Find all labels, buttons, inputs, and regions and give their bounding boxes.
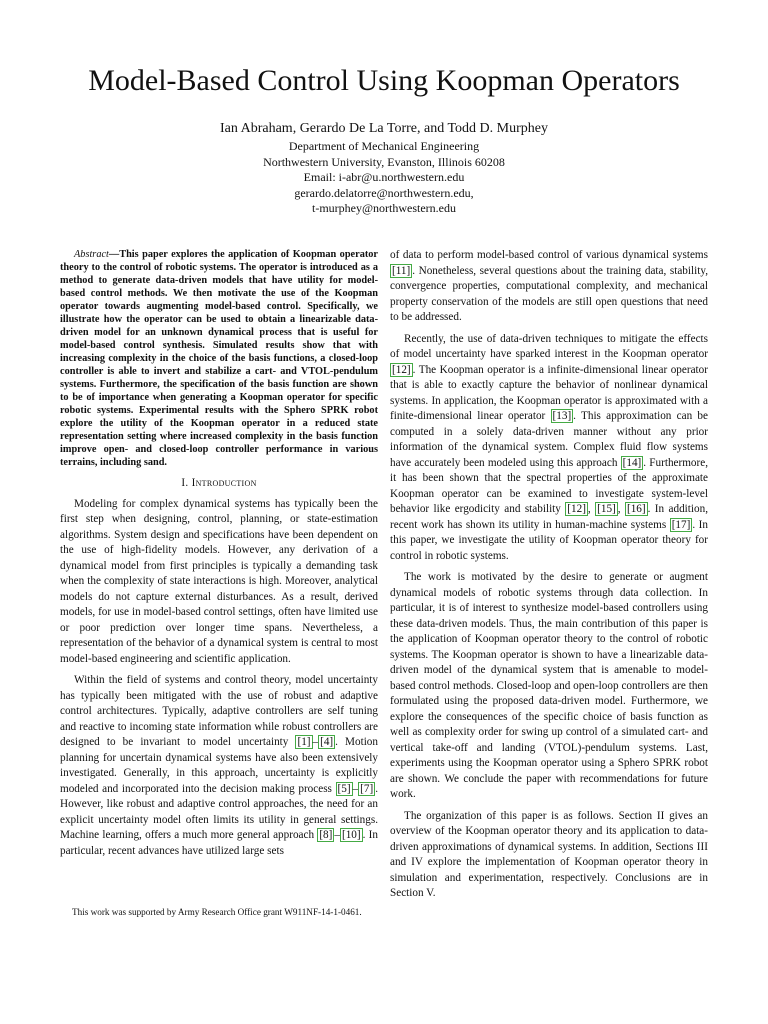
para-text: . Furthermore, it has been shown that the spectral properties of the approximate Koopman operator can be examined to investigate system-level behavior like ergodicity and stability (390, 456, 709, 515)
para-text: . In this paper, we investigate the utility of Koopman operator theory for control in robotic systems. (390, 518, 708, 562)
citation-link[interactable]: [10] (341, 829, 361, 841)
right-paragraph-4: The organization of this paper is as follows. Section II gives an overview of the Koopman operator theory and its application to data-driven approximations of dynamical systems. In addition, Sections III and IV explore the implementation of Koopman operator theory in simulation and experimentation, respectively. Conclusions are in Section V. (390, 809, 708, 899)
intro-paragraph-2 (60, 673, 378, 859)
citation-separator: , (617, 503, 625, 515)
para-text: Within the field of systems and control theory, model uncertainty has typically been mitigated with the use of robust and adaptive control architectures. Typically, adaptive controllers are self tuning and reactive to incoming state information while robust controllers are designed to be invariant to model uncertainty (60, 674, 378, 748)
left-column (60, 248, 378, 859)
author-block (0, 120, 768, 217)
intro-paragraph-1: Modeling for complex dynamical systems has typically been the first step when designing, control, planning, or state-estimation algorithms. System design and specifications have been dependent on the use of high-fidelity models. However, any derivation of a dynamical model from first principles is typically a demanding task when the complexity of state interactions is high. Moreover, analytical models do not capture external disturbances. As a result, derived models, for use in model-based control settings, often have limited use or poor prediction over longer time spans. Nevertheless, a representation of the behavior of a dynamical system is central to most model-based engineering and scientific application. (60, 497, 378, 665)
affiliation-university: Northwestern University, Evanston, Illinois 60208 (263, 154, 505, 169)
para-text: Recently, the use of data-driven techniques to mitigate the effects of model uncertainty have sparked interest in the Koopman operator (390, 332, 708, 360)
citation-link[interactable]: [7] (360, 782, 374, 795)
citation-link[interactable]: [17] (671, 518, 691, 531)
affiliation-department: Department of Mechanical Engineering (288, 139, 480, 153)
abstract (60, 248, 378, 469)
citation-link[interactable]: [12] (567, 503, 586, 515)
citation-dash: – (312, 736, 319, 748)
citation-link[interactable]: [4] (320, 736, 334, 748)
section-numeral: I. (181, 477, 189, 489)
right-paragraph-1 (390, 248, 708, 326)
para-text: . Motion planning for uncertain dynamical systems have also been extensively investigated. Generally, in this approach, uncertainty is explicitly modeled and incorporated into the decision making process (60, 736, 378, 795)
citation-link[interactable]: [15] (597, 503, 616, 515)
para-text: . In addition, recent work has shown its utility in human-machine systems (390, 503, 708, 531)
para-text: . However, like robust and adaptive control approaches, the need for an explicit uncertainty model often limits its utility in general settings. Machine learning, offers a much more general approach (60, 782, 378, 841)
affiliation-email-2: gerardo.delatorre@northwestern.edu, (294, 185, 474, 200)
citation-link[interactable]: [11] (392, 264, 411, 277)
citation-link[interactable]: [5] (337, 782, 351, 795)
affiliation-email-3: t-murphey@northwestern.edu (311, 201, 456, 215)
citation-link[interactable]: [14] (622, 456, 642, 469)
abstract-label: Abstract (74, 249, 109, 260)
citation-dash: – (352, 782, 359, 795)
right-paragraph-3: The work is motivated by the desire to generate or augment dynamical models of robotic systems through data collection. In particular, it is of interest to synthesize model-based controllers using these data-driven models. Thus, the main contribution of this paper is the application of Koopman operator theory to the control of robotic systems. The Koopman operator is shown to have a linearizable data-driven model of the dynamical system that is amenable to model-based control methods. Closed-loop and open-loop controllers are then formulated using the proposed data-driven model. Furthermore, we explore the consequences of the specific choice of basis function as well as complexity order for swing up control of a simulated cart- and vertical take-off and landing (VTOL)-pendulum systems. Last, experiments using the Koopman operator using a Sphero SPRK robot are shown. We conclude the paper with recommendations for future work. (390, 571, 708, 800)
affiliation-email: Email: i-abr@u.northwestern.edu (303, 170, 465, 184)
para-text: of data to perform model-based control of various dynamical systems (390, 249, 708, 261)
abstract-dash: — (108, 249, 120, 260)
citation-separator: , (587, 503, 596, 515)
para-text: . This approximation can be computed in a solely data-driven manner without any prior information of the dynamical system. Complex fluid flow systems have accurately been modeled using this approach (390, 410, 708, 469)
citation-link[interactable]: [1] (297, 736, 311, 748)
section-heading-introduction (60, 476, 378, 492)
citation-dash: – (334, 829, 340, 841)
para-text: . In particular, recent advances have utilized large sets (60, 829, 378, 857)
citation-link[interactable]: [12] (392, 363, 411, 376)
authors: Ian Abraham, Gerardo De La Torre, and Todd D. Murphey (220, 121, 548, 136)
para-text: . Nonetheless, several questions about the training data, stability, convergence properties, computational complexity, and mechanical property conservation of the models are still open questions that need to be addressed. (390, 264, 708, 323)
citation-link[interactable]: [8] (319, 829, 333, 841)
abstract-text: This paper explores the application of Koopman operator theory to the control of robotic systems. The operator is introduced as a method to generate data-driven models that have utility for model-based control methods. We then motivate the use of the Koopman operator towards augmenting model-based control. Specifically, we illustrate how the operator can be used to obtain a linearizable data-driven model for an unknown dynamical process that is useful for model-based control synthesis. Simulated results show that with increasing complexity in the choice of the basis functions, a closed-loop controller is able to invert and stabilize a cart- and VTOL-pendulum systems. Furthermore, the specification of the basis function are shown to be of importance when generating a Koopman operator for specific robotic systems. Experimental results with the Sphero SPRK robot explore the utility of the Koopman operator in a reduced state representation setting where increased complexity in the basis function improve open- and closed-loop controller performance in various terrains, including sand. (60, 249, 378, 468)
citation-link[interactable]: [13] (552, 410, 572, 422)
citation-link[interactable]: [16] (626, 503, 646, 515)
paper-title: Model-Based Control Using Koopman Operators (88, 64, 680, 97)
footnote: This work was supported by Army Research Office grant W911NF-14-1-0461. (72, 907, 362, 917)
right-column (390, 248, 708, 902)
right-paragraph-2 (390, 332, 708, 565)
para-text: . The Koopman operator is a infinite-dimensional linear operator that is able to exactly capture the behavior of nonlinear dynamical systems. In application, the Koopman operator is approximated with a finite-dimensional linear operator (390, 363, 708, 422)
section-name: Introduction (191, 477, 257, 489)
